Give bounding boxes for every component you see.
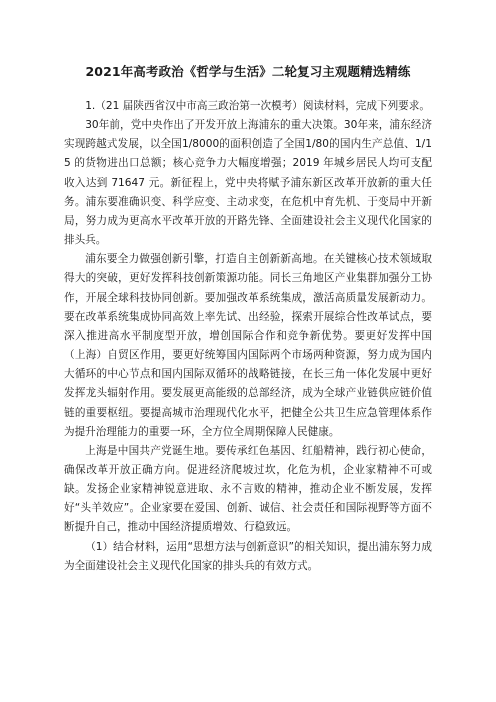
material-paragraph-1: 30年前，党中央作出了开发开放上海浦东的重大决策。30年来，浦东经济实现跨越式发展，以全国1/8000的面积创造了全国1/80的国内生产总值、1/15 的货物进出口总额；核心竞争力大幅度增强；2019 年城乡居民人均可支配收入达到 71647 元。新征程上，党中央将赋予浦东新区改革开放新的重大任务。浦东要准确识变、科学应变、主动求变，在危机中育先机、于变局中开新局，努力成为更高水平改革开放的开路先锋、全面建设社会主义现代化国家的排头兵。 — [64, 119, 432, 247]
document-title: 2021年高考政治《哲学与生活》二轮复习主观题精选精练 — [85, 64, 411, 79]
question-intro: 1.（21 届陕西省汉中市高三政治第一次模考）阅读材料，完成下列要求。 — [85, 100, 430, 112]
material-paragraph-2: 浦东要全力做强创新引擎，打造自主创新新高地。在关键核心技术领域取得大的突破，更好发挥科技创新策源功能。同长三角地区产业集群加强分工协作，开展全球科技协同创新。要加强改革系统集成，激活高质量发展新动力。要在改革系统集成协同高效上率先试、出经验，探索开展综合性改革试点，要深入推进高水平制度型开放，增创国际合作和竞争新优势。要更好发挥中国（上海）自贸区作用，要更好统筹国内国际两个市场两种资源，努力成为国内大循环的中心节点和国内国际双循环的战略链接，在长三角一体化发展中更好发挥龙头辐射作用。要发展更高能级的总部经济，成为全球产业链供应链价值链的重要枢纽。要提高城市治理现代化水平，把健全公共卫生应急管理体系作为提升治理能力的重要一环，全方位全周期保障人民健康。 — [64, 253, 432, 438]
material-paragraph-3: 上海是中国共产党诞生地。要传承红色基因、红船精神，践行初心使命，确保改革开放正确方向。促进经济爬坡过坎，化危为机，企业家精神不可或缺。发扬企业家精神锐意进取、永不言败的精神，推动企业不断发展，发挥好“头羊效应”。企业家要在爱国、创新、诚信、社会责任和国际视野等方面不断提升自己，推动中国经济提质增效、行稳致远。 — [64, 444, 432, 534]
question-item-1: （1）结合材料，运用“思想方法与创新意识”的相关知识，提出浦东努力成为全面建设社会主义现代化国家的排头兵的有效方式。 — [64, 540, 432, 572]
